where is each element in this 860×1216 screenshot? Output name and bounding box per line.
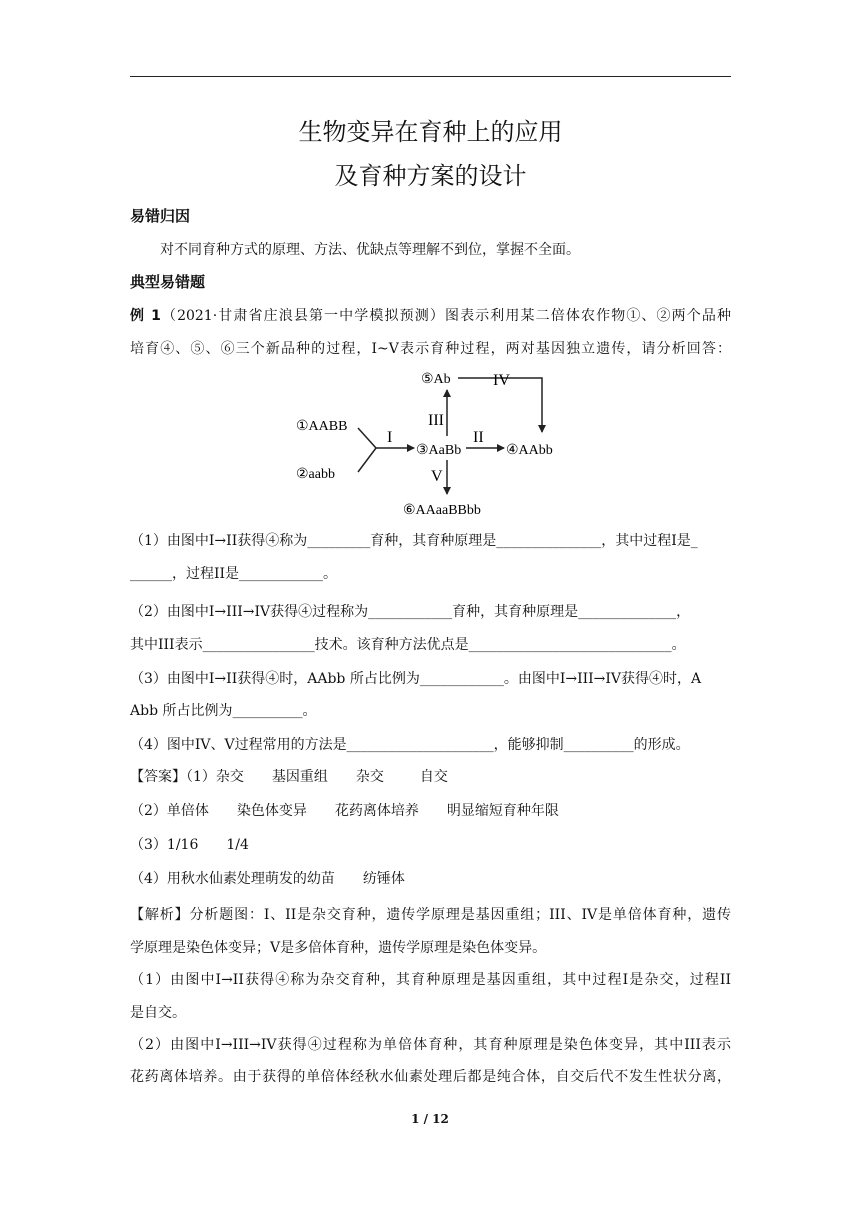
analysis-line-5: （2）由图中I→III→IV获得④过程称为单倍体育种，其育种原理是染色体变异，其中III表示 <box>130 1037 731 1053</box>
page-number: 1 / 12 <box>411 1112 449 1126</box>
node-ab-haploid <box>421 372 451 387</box>
question-2-line-2: 其中III表示________________技术。该育种方法优点是_____________________________。 <box>130 637 686 653</box>
doc-title-line1: 生物变异在育种上的应用 <box>298 118 563 146</box>
node-aabb-target <box>506 443 553 458</box>
question-1-line-1: （1）由图中I→II获得④称为_________育种，其育种原理是_______________，其中过程I是_ <box>130 533 698 549</box>
label-process-v: V <box>431 468 443 485</box>
typical-heading: 典型易错题 <box>130 273 206 291</box>
question-1-line-2: ______，过程II是____________。 <box>130 566 338 582</box>
node-aabb-recessive <box>296 467 335 482</box>
svg-text:①AABB: ①AABB <box>296 419 348 434</box>
header-rule <box>130 76 731 77</box>
answer-line-3: （3）1/16 1/4 <box>130 837 249 853</box>
cross-line-lower <box>358 448 376 472</box>
node-aabb-dominant <box>296 419 347 434</box>
analysis-line-3: （1）由图中I→II获得④称为杂交育种，其育种原理是基因重组，其中过程I是杂交，过程II <box>130 972 731 988</box>
doc-title-line2: 及育种方案的设计 <box>334 162 527 190</box>
error-cause-heading: 易错归因 <box>130 207 191 225</box>
node-polyploid <box>403 503 481 518</box>
example-label: 例 1 <box>130 308 161 324</box>
svg-text:⑤Ab: ⑤Ab <box>421 372 451 387</box>
analysis-line-2: 学原理是染色体变异；V是多倍体育种，遗传学原理是染色体变异。 <box>130 940 547 956</box>
node-aabb-hybrid <box>416 443 461 458</box>
example-line-1: 例 1（2021·甘肃省庄浪县第一中学模拟预测）图表示利用某二倍体农作物①、②两个品种 <box>130 308 731 324</box>
svg-text:④AAbb: ④AAbb <box>506 443 553 458</box>
analysis-label: 【解析】 <box>130 907 190 923</box>
question-3-line-2: Abb 所占比例为__________。 <box>130 703 317 719</box>
cross-line-upper <box>358 428 376 448</box>
svg-text:⑥AAaaBBbb: ⑥AAaaBBbb <box>403 503 481 518</box>
question-4: （4）图中IV、V过程常用的方法是_____________________，能够抑制__________的形成。 <box>130 737 690 753</box>
svg-text:②aabb: ②aabb <box>296 467 335 482</box>
question-2-line-1: （2）由图中I→III→IV获得④过程称为____________育种，其育种原理是______________， <box>130 604 691 620</box>
svg-text:③AaBb: ③AaBb <box>416 443 462 458</box>
answer-line-1: 【答案】（1）杂交 基因重组 杂交 自交 <box>130 769 448 785</box>
analysis-line-4: 是自交。 <box>130 1005 186 1021</box>
error-cause-text: 对不同育种方式的原理、方法、优缺点等理解不到位，掌握不全面。 <box>160 242 580 258</box>
label-process-iv: IV <box>493 372 510 389</box>
question-3-line-1: （3）由图中I→II获得④时，AAbb 所占比例为____________。由图中I→III→IV获得④时，A <box>130 671 702 687</box>
analysis-line-1: 【解析】分析题图：I、II是杂交育种，遗传学原理是基因重组；III、IV是单倍体育种，遗传 <box>130 907 732 923</box>
answer-line-2: （2）单倍体 染色体变异 花药离体培养 明显缩短育种年限 <box>130 803 559 819</box>
breeding-diagram <box>290 368 580 520</box>
label-process-ii: II <box>473 429 484 446</box>
label-process-i: I <box>387 429 393 446</box>
answer-label: 【答案】 <box>130 769 186 785</box>
label-process-iii: III <box>428 412 444 429</box>
answer-line-4: （4）用秋水仙素处理萌发的幼苗 纺锤体 <box>130 871 405 887</box>
analysis-line-6: 花药离体培养。由于获得的单倍体经秋水仙素处理后都是纯合体，自交后代不发生性状分离， <box>130 1069 731 1085</box>
example-line-2: 培育④、⑤、⑥三个新品种的过程，I~V表示育种过程，两对基因独立遗传，请分析回答： <box>130 341 731 357</box>
